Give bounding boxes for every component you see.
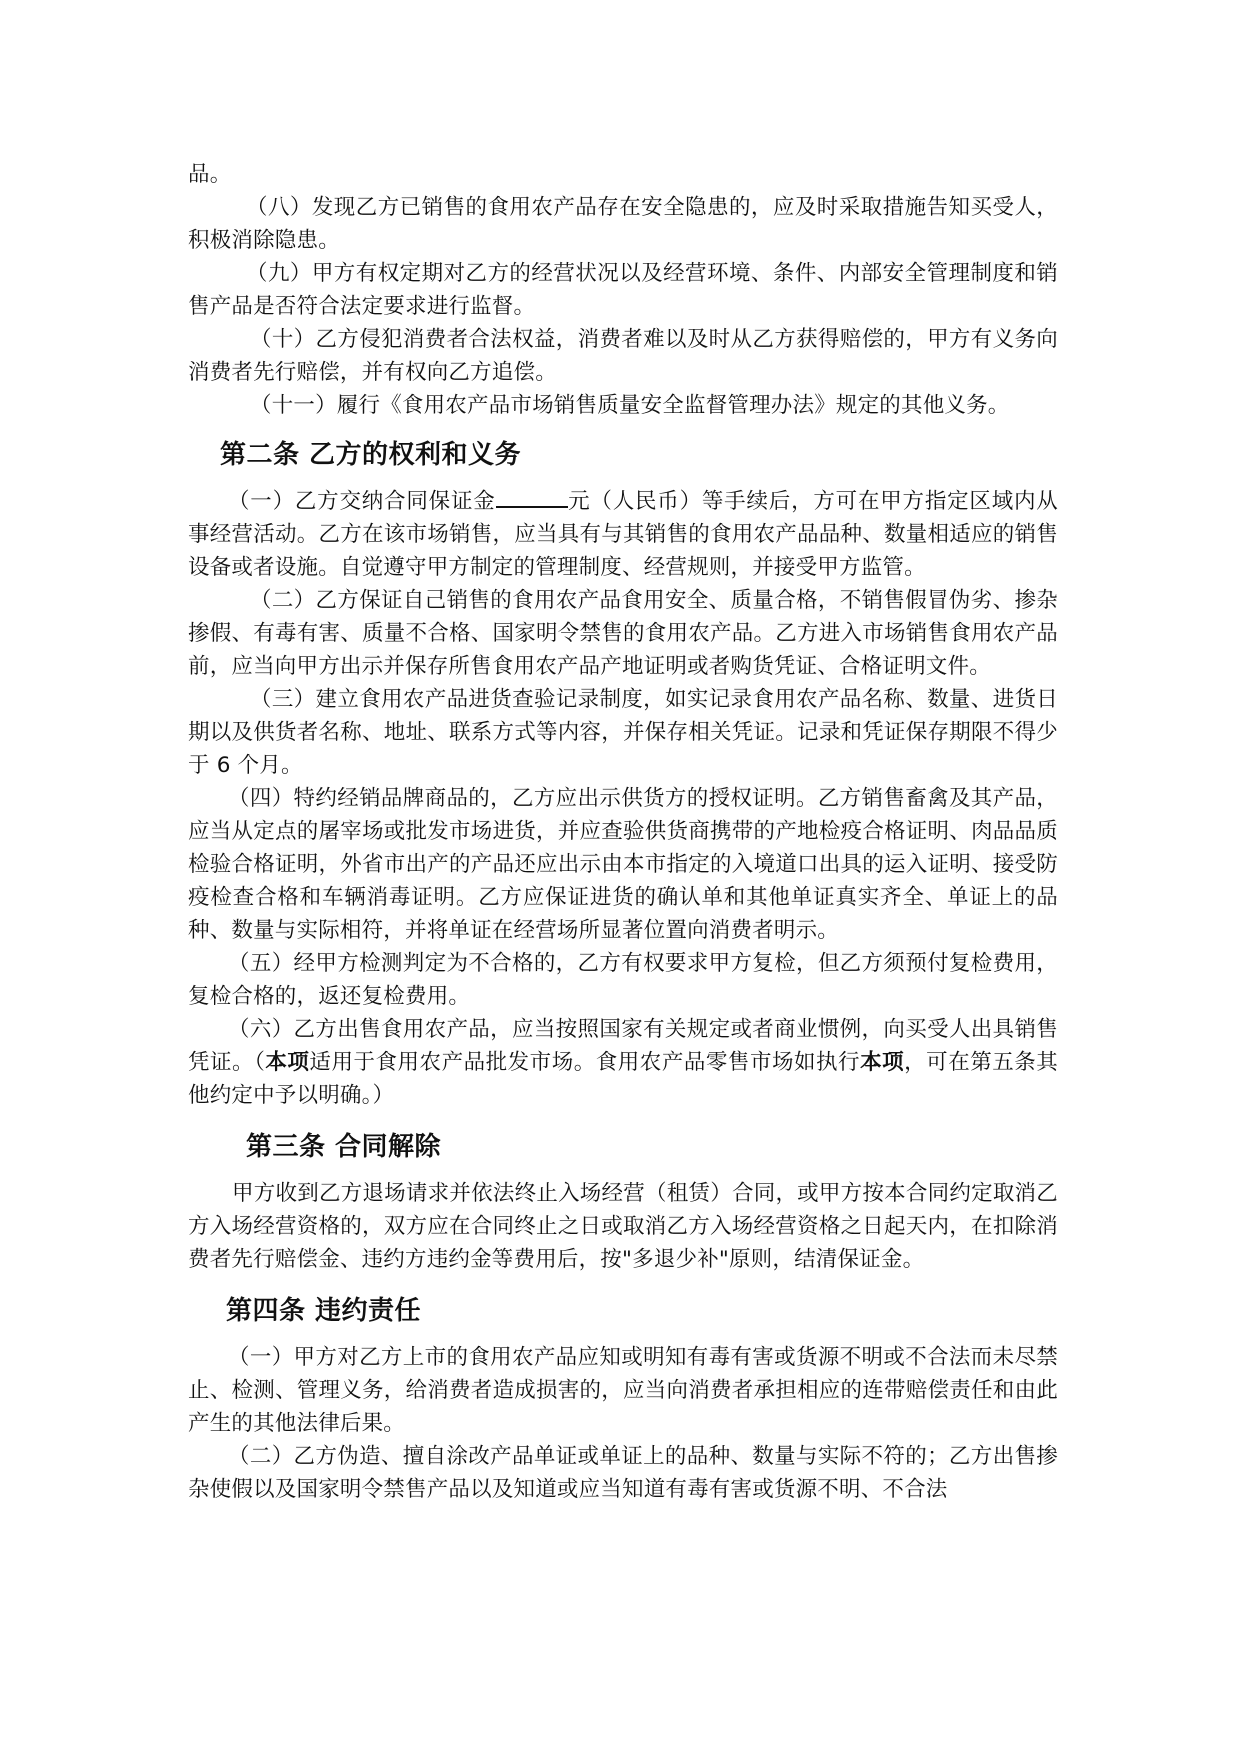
item-6-bold-1: 本项 [265,1050,310,1075]
article-2-item-4: （四）特约经销品牌商品的，乙方应出示供货方的授权证明。乙方销售畜禽及其产品，应当从定点的屠宰场或批发市场进货，并应查验供货商携带的产地检疫合格证明、肉品品质检验合格证明，外省市出产的产品还应出示由本市指定的入境道口出具的运入证明、接受防疫检查合格和车辆消毒证明。乙方应保证进货的确认单和其他单证真实齐全、单证上的品种、数量与实际相符，并将单证在经营场所显著位置向消费者明示。 [188,786,1058,943]
item-1-start: （一）乙方交纳合同保证金 [228,489,496,514]
article-2-item-2: （二）乙方保证自己销售的食用农产品食用安全、质量合格，不销售假冒伪劣、掺杂掺假、有毒有害、质量不合格、国家明令禁售的食用农产品。乙方进入市场销售食用农产品前，应当向甲方出示并保存所售食用农产品产地证明或者购货凭证、合格证明文件。 [188,588,1058,679]
clause-11: （十一）履行《食用农产品市场销售质量安全监督管理办法》规定的其他义务。 [250,393,1010,418]
article-2-item-6 [188,1013,1058,1112]
clause-10: （十）乙方侵犯消费者合法权益，消费者难以及时从乙方获得赔偿的，甲方有义务向消费者先行赔偿，并有权向乙方追偿。 [188,327,1058,385]
article-2-item-1 [188,485,1058,584]
article-2-item-5: （五）经甲方检测判定为不合格的，乙方有权要求甲方复检，但乙方须预付复检费用，复检合格的，返还复检费用。 [188,951,1058,1009]
article-2-item-3: （三）建立食用农产品进货查验记录制度，如实记录食用农产品名称、数量、进货日期以及供货者名称、地址、联系方式等内容，并保存相关凭证。记录和凭证保存期限不得少于 6 个月。 [188,687,1058,778]
article-4-item-2: （二）乙方伪造、擅自涂改产品单证或单证上的品种、数量与实际不符的；乙方出售掺杂使假以及国家明令禁售产品以及知道或应当知道有毒有害或货源不明、不合法 [188,1444,1058,1502]
deposit-amount-blank [496,488,568,508]
clause-8: （八）发现乙方已销售的食用农产品存在安全隐患的，应及时采取措施告知买受人，积极消除隐患。 [188,195,1058,253]
article-3-paragraph: 甲方收到乙方退场请求并依法终止入场经营（租赁）合同，或甲方按本合同约定取消乙方入场经营资格的，双方应在合同终止之日或取消乙方入场经营资格之日起天内，在扣除消费者先行赔偿金、违约方违约金等费用后，按"多退少补"原则，结清保证金。 [188,1181,1058,1272]
article-4-item-1: （一）甲方对乙方上市的食用农产品应知或明知有毒有害或货源不明或不合法而未尽禁止、检测、管理义务，给消费者造成损害的，应当向消费者承担相应的连带赔偿责任和由此产生的其他法律后果。 [188,1345,1058,1436]
clause-9: （九）甲方有权定期对乙方的经营状况以及经营环境、条件、内部安全管理制度和销售产品是否符合法定要求进行监督。 [188,261,1058,319]
article-4-heading: 第四条 违约责任 [226,1296,422,1326]
item-1-rest: 元（人民币）等手续后，方可在甲方指定区域内从事经营活动。乙方在该市场销售，应当具有与其销售的食用农产品品种、数量相适应的销售设备或者设施。自觉遵守甲方制定的管理制度、经营规则，并接受甲方监管。 [188,489,1058,580]
continued-line: 品。 [188,162,232,187]
article-2-heading: 第二条 乙方的权利和义务 [220,440,522,470]
item-6-text-2: 适用于食用农产品批发市场。食用农产品零售市场如执行 [309,1050,861,1075]
item-6-text: （六）乙方出售食用农产品，应当按照国家有关规定或者商业惯例，向买受人出具销售凭证。（ [188,1017,1058,1075]
article-3-heading: 第三条 合同解除 [246,1132,442,1162]
item-6-text-3: ，可在第五条其他约定中予以明确。） [188,1050,1058,1108]
document-page [188,158,1058,1506]
item-6-bold-2: 本项 [860,1050,905,1075]
